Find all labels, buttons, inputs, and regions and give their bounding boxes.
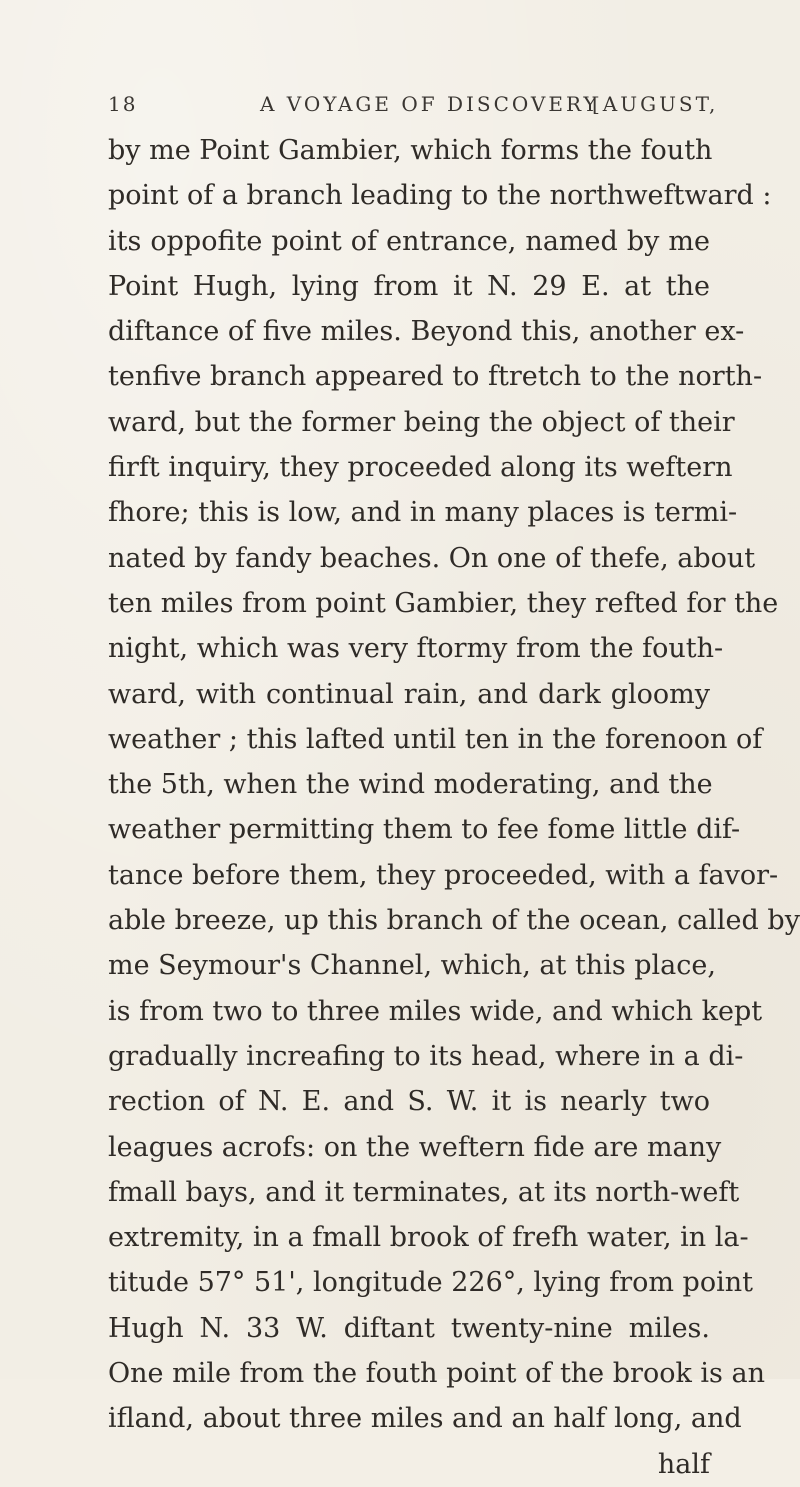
text-line: ward, but the former being the object of their xyxy=(108,406,735,438)
text-line: able breeze, up this branch of the ocean, called by xyxy=(108,905,800,937)
text-line: ten miles from point Gambier, they refted for the xyxy=(108,587,779,619)
text-line: One mile from the fouth point of the brook is an xyxy=(108,1358,765,1390)
text-line: extremity, in a fmall brook of frefh water, in la- xyxy=(108,1222,749,1254)
text-line: me Seymour's Channel, which, at this place, xyxy=(108,950,716,982)
text-line: ifland, about three miles and an half long, and xyxy=(108,1403,742,1435)
text-line: fmall bays, and it terminates, at its north-weft xyxy=(108,1176,740,1208)
running-title: A VOYAGE OF DISCOVERY xyxy=(260,92,600,116)
text-line: nated by fandy beaches. On one of thefe, about xyxy=(108,542,756,574)
text-line: firft inquiry, they proceeded along its weftern xyxy=(108,452,733,484)
running-header-month: [AUGUST, xyxy=(592,92,719,116)
text-line: fhore; this is low, and in many places is termi- xyxy=(108,497,738,529)
text-line: night, which was very ftormy from the fouth- xyxy=(108,633,724,665)
text-line: Hugh N. 33 W. diftant twenty-nine miles. xyxy=(108,1312,710,1344)
text-line: by me Point Gambier, which forms the fouth xyxy=(108,135,713,166)
text-line: rection of N. E. and S. W. it is nearly two xyxy=(108,1086,710,1118)
text-line: Point Hugh, lying from it N. 29 E. at the xyxy=(108,270,710,302)
text-line: tance before them, they proceeded, with a favor- xyxy=(108,859,779,891)
text-line: weather ; this lafted until ten in the forenoon of xyxy=(108,723,763,755)
text-line: diftance of five miles. Beyond this, another ex- xyxy=(108,316,745,348)
text-line: ward, with continual rain, and dark gloomy xyxy=(108,678,710,710)
catchword: half xyxy=(657,1448,710,1480)
text-line: is from two to three miles wide, and which kept xyxy=(108,995,763,1027)
text-line: point of a branch leading to the northweftward : xyxy=(108,180,772,212)
text-line: titude 57° 51', longitude 226°, lying from point xyxy=(108,1267,753,1299)
text-line: weather permitting them to fee fome little dif- xyxy=(108,814,741,846)
body-text xyxy=(108,128,800,1487)
page-number: 18 xyxy=(108,92,138,116)
running-header xyxy=(108,92,719,124)
text-line: tenfive branch appeared to ftretch to the north- xyxy=(108,361,763,393)
text-line: its oppofite point of entrance, named by me xyxy=(108,225,710,257)
text-line: gradually increafing to its head, where in a di- xyxy=(108,1040,744,1072)
text-line: leagues acrofs: on the weftern fide are many xyxy=(108,1131,722,1163)
text-line: the 5th, when the wind moderating, and the xyxy=(108,769,713,801)
